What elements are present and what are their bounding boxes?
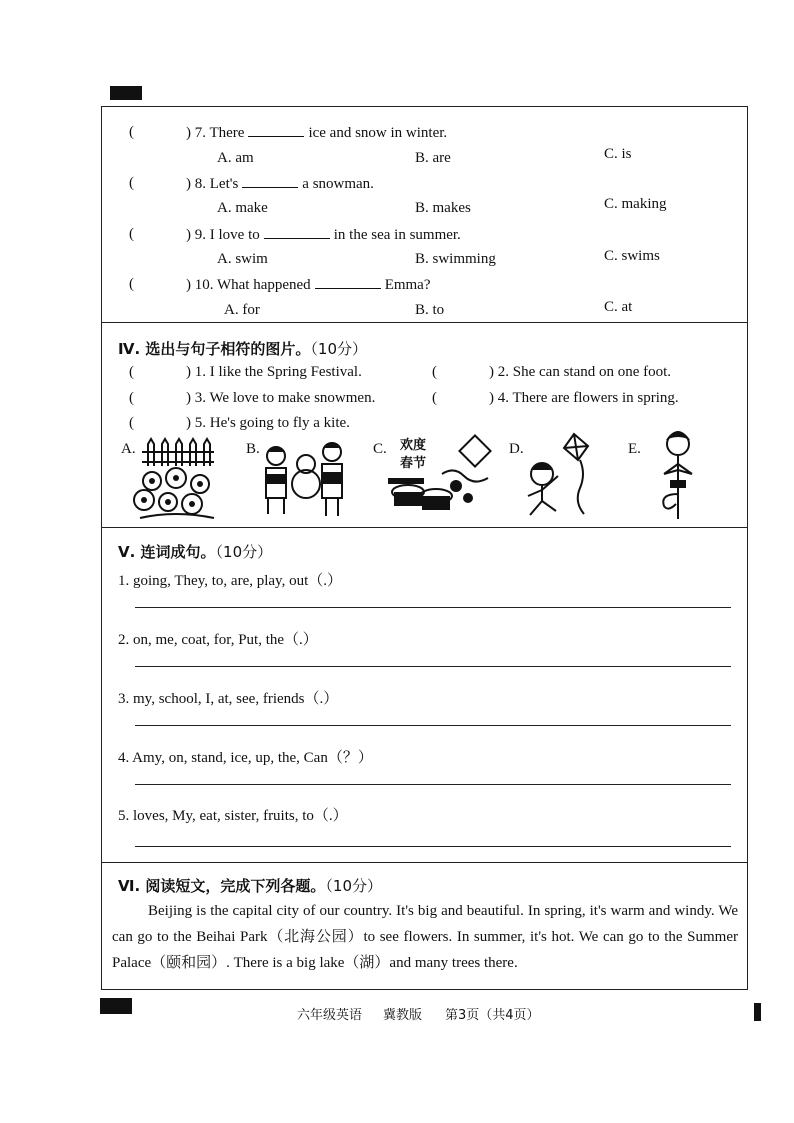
boy-kite-icon	[518, 430, 602, 522]
corner-mark-bottom-left	[100, 998, 132, 1014]
flowers-fence-icon	[130, 436, 220, 522]
reorder-item-2: 2. on, me, coat, for, Put, the（.）	[118, 632, 318, 648]
section4-heading: Ⅳ. 选出与句子相符的图片。（10分）	[118, 340, 367, 358]
match-item-1: ) 1. I like the Spring Festival.	[186, 364, 362, 380]
answer-line-2[interactable]	[135, 666, 731, 667]
answer-blank[interactable]	[248, 124, 304, 137]
spring-festival-icon	[384, 434, 496, 520]
girl-one-foot-icon	[648, 424, 708, 524]
footer-edition: 冀教版	[383, 1008, 423, 1023]
match-item-5: ) 5. He's going to fly a kite.	[186, 415, 350, 431]
divider-section5	[101, 527, 748, 528]
answer-blank[interactable]	[264, 226, 330, 239]
reorder-item-1: 1. going, They, to, are, play, out（.）	[118, 573, 342, 589]
reading-passage: Beijing is the capital city of our country. It's big and beautiful. In spring, it's warm and windy. We can go to the Beihai Park（北海公园）to see flowers. In summer, it's hot. We can go to the Summer Palace（颐和园）. There is a big lake（湖）and many trees there.	[112, 903, 738, 971]
answer-blank[interactable]	[315, 276, 381, 289]
children-snowman-icon	[256, 434, 352, 522]
answer-blank[interactable]	[242, 175, 298, 188]
reorder-item-3: 3. my, school, I, at, see, friends（.）	[118, 691, 339, 707]
answer-line-1[interactable]	[135, 607, 731, 608]
match-item-2: ) 2. She can stand on one foot.	[489, 364, 672, 380]
answer-line-3[interactable]	[135, 725, 731, 726]
divider-section4	[101, 322, 748, 323]
section6-heading: Ⅵ. 阅读短文，完成下列各题。（10分）	[118, 877, 383, 895]
match-item-4: ) 4. There are flowers in spring.	[489, 390, 679, 406]
reorder-item-5: 5. loves, My, eat, sister, fruits, to（.）	[118, 808, 348, 824]
corner-mark-top-left	[110, 86, 142, 100]
footer-grade: 六年级英语	[297, 1008, 363, 1023]
section5-heading: Ⅴ. 连词成句。（10分）	[118, 543, 273, 561]
answer-line-5[interactable]	[135, 846, 731, 847]
corner-mark-bottom-right	[754, 1003, 761, 1021]
answer-line-4[interactable]	[135, 784, 731, 785]
footer-page-number: 第3页（共4页）	[445, 1008, 540, 1023]
divider-section6	[101, 862, 748, 863]
reorder-item-4: 4. Amy, on, stand, ice, up, the, Can（？）	[118, 750, 373, 766]
match-item-3: ) 3. We love to make snowmen.	[186, 390, 376, 406]
